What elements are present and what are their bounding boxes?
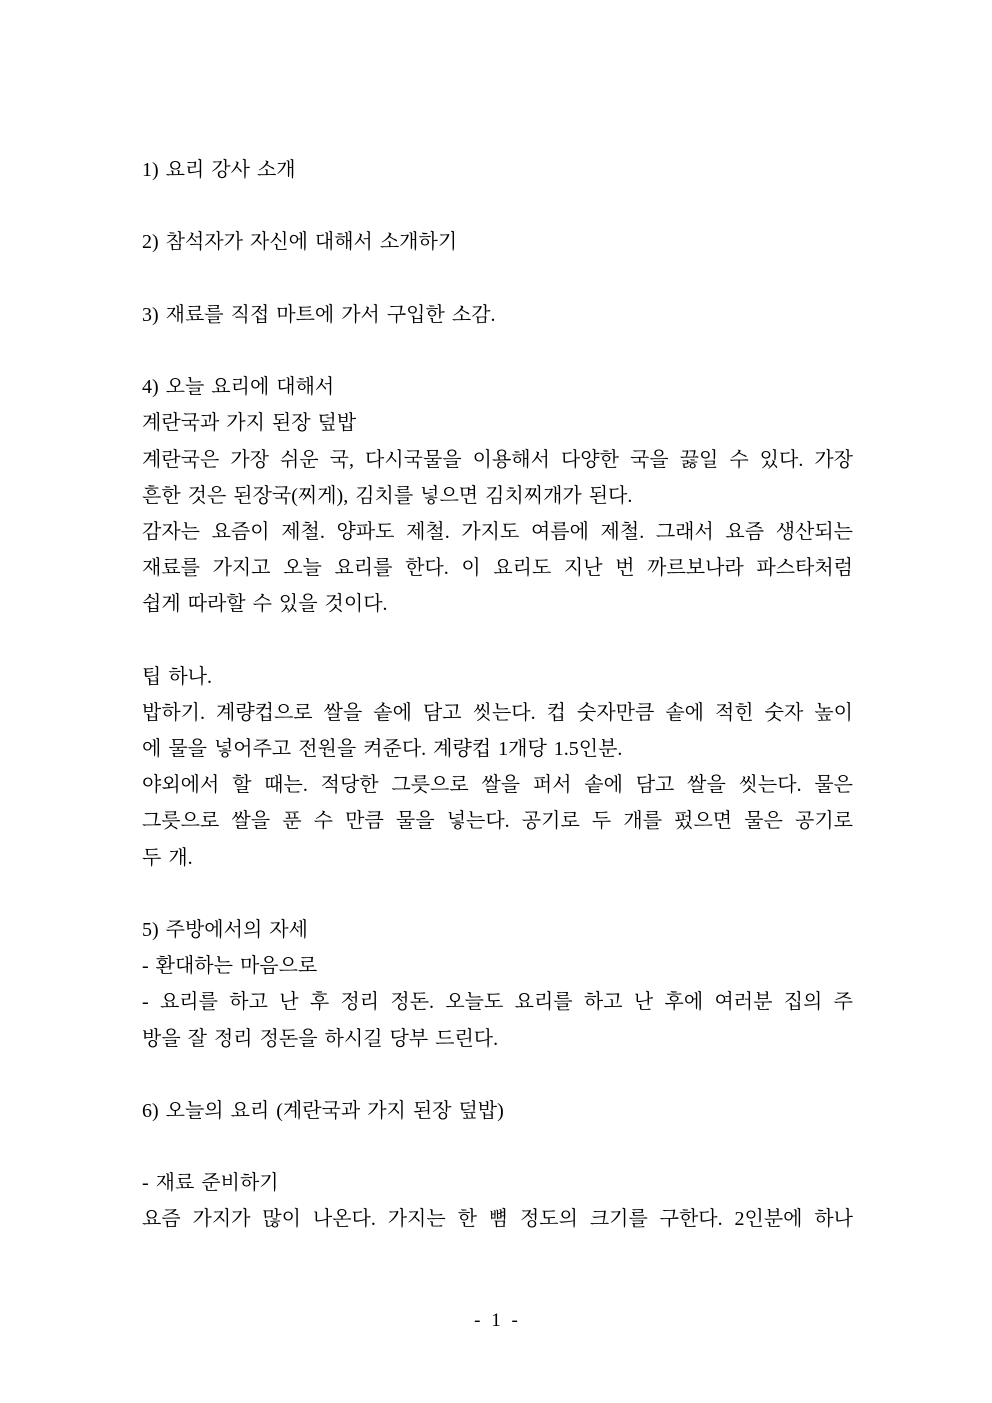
text-line: - 환대하는 마음으로: [142, 955, 318, 978]
text-line: 방을 잘 정리 정돈을 하시길 당부 드린다.: [142, 1027, 499, 1050]
text-line: 야외에서 할 때는. 적당한 그릇으로 쌀을 퍼서 솥에 담고 쌀을 씻는다. 물은: [142, 774, 853, 797]
text-line: 계란국은 가장 쉬운 국, 다시국물을 이용해서 다양한 국을 끓일 수 있다. 가장: [142, 448, 853, 471]
text-line: 2) 참석자가 자신에 대해서 소개하기: [142, 231, 458, 254]
text-line: 흔한 것은 된장국(찌게), 김치를 넣으면 김치찌개가 된다.: [142, 484, 633, 507]
text-line: - 재료 준비하기: [142, 1172, 279, 1195]
text-line: 두 개.: [142, 846, 193, 869]
text-line: 계란국과 가지 된장 덮밥: [142, 412, 357, 435]
blank-line: [142, 622, 853, 658]
blank-line: [142, 876, 853, 912]
page-number: - 1 -: [474, 1310, 518, 1331]
blank-line: [142, 333, 853, 369]
text-line: 요즘 가지가 많이 나온다. 가지는 한 뼘 정도의 크기를 구한다. 2인분에 하나: [142, 1208, 853, 1231]
text-line: 3) 재료를 직접 마트에 가서 구입한 소감.: [142, 303, 496, 326]
blank-line: [142, 1057, 853, 1093]
text-line: 그릇으로 쌀을 푼 수 만큼 물을 넣는다. 공기로 두 개를 펐으면 물은 공기로: [142, 810, 853, 833]
text-line: 재료를 가지고 오늘 요리를 한다. 이 요리도 지난 번 까르보나라 파스타처럼: [142, 557, 853, 580]
text-line: 밥하기. 계량컵으로 쌀을 솥에 담고 씻는다. 컵 숫자만큼 솥에 적힌 숫자 높이: [142, 701, 853, 724]
blank-line: [142, 261, 853, 297]
text-line: 쉽게 따라할 수 있을 것이다.: [142, 593, 388, 616]
blank-line: [142, 1129, 853, 1165]
text-line: 감자는 요즘이 제철. 양파도 제철. 가지도 여름에 제철. 그래서 요즘 생산되는: [142, 520, 853, 543]
text-line: - 요리를 하고 난 후 정리 정돈. 오늘도 요리를 하고 난 후에 여러분 집의 주: [142, 991, 853, 1014]
text-line: 팁 하나.: [142, 665, 212, 688]
text-line: 5) 주방에서의 자세: [142, 918, 308, 941]
text-line: 4) 오늘 요리에 대해서: [142, 376, 335, 399]
text-line: 6) 오늘의 요리 (계란국과 가지 된장 덮밥): [142, 1099, 504, 1122]
blank-line: [142, 188, 853, 224]
text-line: 에 물을 넣어주고 전원을 켜준다. 계량컵 1개당 1.5인분.: [142, 738, 623, 760]
text-line: 1) 요리 강사 소개: [142, 159, 296, 181]
document-body: [142, 152, 853, 1238]
